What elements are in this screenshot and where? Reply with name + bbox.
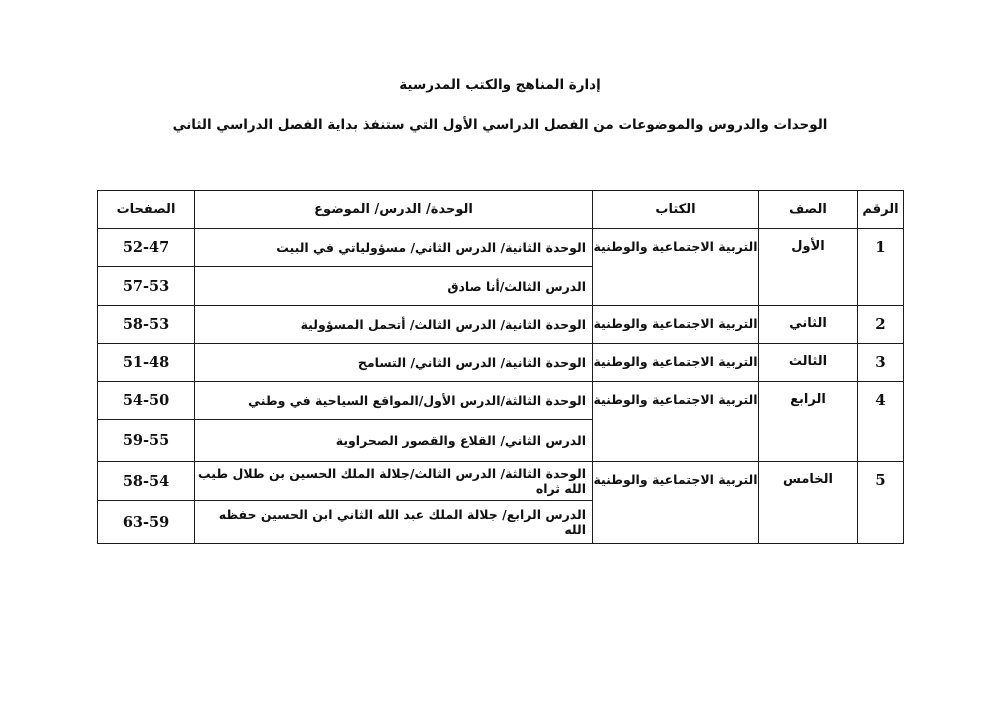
table-row [98, 382, 904, 420]
cell-grade: الثاني [759, 306, 858, 344]
header-pages: الصفحات [98, 191, 195, 229]
cell-pages: 54-50 [98, 382, 195, 420]
cell-book: التربية الاجتماعية والوطنية [593, 344, 759, 382]
cell-lesson: الوحدة الثالثة/الدرس الأول/المواقع السياحية في وطني [195, 382, 593, 420]
units-lessons-table [97, 190, 904, 544]
cell-pages: 59-55 [98, 420, 195, 462]
cell-lesson: الوحدة الثالثة/ الدرس الثالث/جلالة الملك الحسين بن طلال طيب الله ثراه [195, 462, 593, 501]
header-number: الرقم [858, 191, 904, 229]
cell-book: التربية الاجتماعية والوطنية [593, 382, 759, 462]
cell-grade: الأول [759, 229, 858, 306]
cell-pages: 57-53 [98, 267, 195, 306]
cell-pages: 51-48 [98, 344, 195, 382]
cell-grade: الخامس [759, 462, 858, 544]
document-title: إدارة المناهج والكتب المدرسية [399, 77, 601, 93]
table-row [98, 229, 904, 267]
cell-grade: الرابع [759, 382, 858, 462]
cell-grade: الثالث [759, 344, 858, 382]
header-grade: الصف [759, 191, 858, 229]
cell-pages: 63-59 [98, 501, 195, 544]
cell-book: التربية الاجتماعية والوطنية [593, 306, 759, 344]
cell-lesson: الوحدة الثانية/ الدرس الثاني/ التسامح [195, 344, 593, 382]
cell-number: 2 [858, 306, 904, 344]
cell-lesson: الوحدة الثانية/ الدرس الثالث/ أتحمل المسؤولية [195, 306, 593, 344]
document-subtitle: الوحدات والدروس والموضوعات من الفصل الدراسي الأول التي ستنفذ بداية الفصل الدراسي الثاني [172, 117, 828, 133]
cell-lesson: الدرس الثالث/أنا صادق [195, 267, 593, 306]
cell-lesson: الوحدة الثانية/ الدرس الثاني/ مسؤولياتي في البيت [195, 229, 593, 267]
table-row [98, 344, 904, 382]
cell-pages: 52-47 [98, 229, 195, 267]
header-lesson: الوحدة/ الدرس/ الموضوع [195, 191, 593, 229]
header-book: الكتاب [593, 191, 759, 229]
cell-pages: 58-54 [98, 462, 195, 501]
cell-number: 1 [858, 229, 904, 306]
cell-book: التربية الاجتماعية والوطنية [593, 229, 759, 306]
cell-book: التربية الاجتماعية والوطنية [593, 462, 759, 544]
table-header-row [98, 191, 904, 229]
cell-number: 5 [858, 462, 904, 544]
cell-number: 3 [858, 344, 904, 382]
cell-pages: 58-53 [98, 306, 195, 344]
table-row [98, 306, 904, 344]
cell-lesson: الدرس الرابع/ جلالة الملك عبد الله الثاني ابن الحسين حفظه الله [195, 501, 593, 544]
cell-lesson: الدرس الثاني/ القلاع والقصور الصحراوية [195, 420, 593, 462]
table-row [98, 462, 904, 501]
cell-number: 4 [858, 382, 904, 462]
